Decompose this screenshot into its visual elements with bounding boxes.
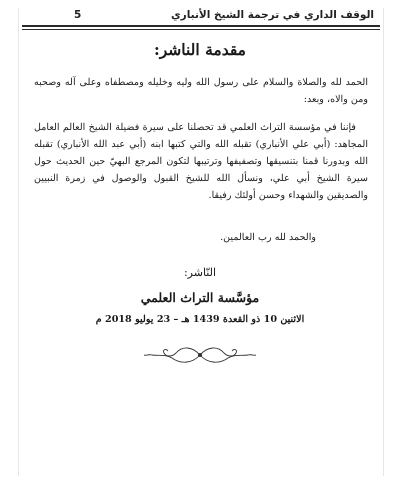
section-title: مقدمة الناشر: (154, 40, 246, 59)
publisher-name: مؤسَّسة التراث العلمي (140, 290, 260, 305)
opening-paragraph: الحمد لله والصلاة والسلام على رسول الله وليه وخليله ومصطفاه وعلى آله وصحبه ومن والاه، وبعد: (34, 77, 368, 105)
closing-paragraph: والحمد لله رب العالمين. (220, 232, 316, 243)
page-number: 5 (74, 9, 82, 21)
body-paragraph: فإننا في مؤسسة التراث العلمي قد تحصلنا على سيرة فضيلة الشيخ العالم العامل المجاهد: (أبي علي الأنباري) تقبله الله والتي كتبها ابنه (أبي عبد الله الأنباري) تقبله الله وبدورنا قمنا بتنسيقها وتصفيفها وترتيبها لتكون المرجع البهيّ حين الحديث حول سيرة الشيخ أبي علي، ونسأل الله للشيخ القبول والوصول في زمرة النبيين والصديقين والشهداء وحسن أولئك رفيقا. (34, 122, 368, 201)
publisher-label: النّاشر: (183, 266, 217, 279)
header-rule-thick (22, 25, 380, 27)
publication-date: الاثنين 10 ذو القعدة 1439 هـ – 23 يوليو 2018 م (95, 314, 305, 325)
header-rule-thin (22, 29, 380, 30)
ornament-divider-icon (140, 342, 260, 368)
header-title: الوقف الداري في ترجمة الشيخ الأنباري (171, 9, 374, 21)
